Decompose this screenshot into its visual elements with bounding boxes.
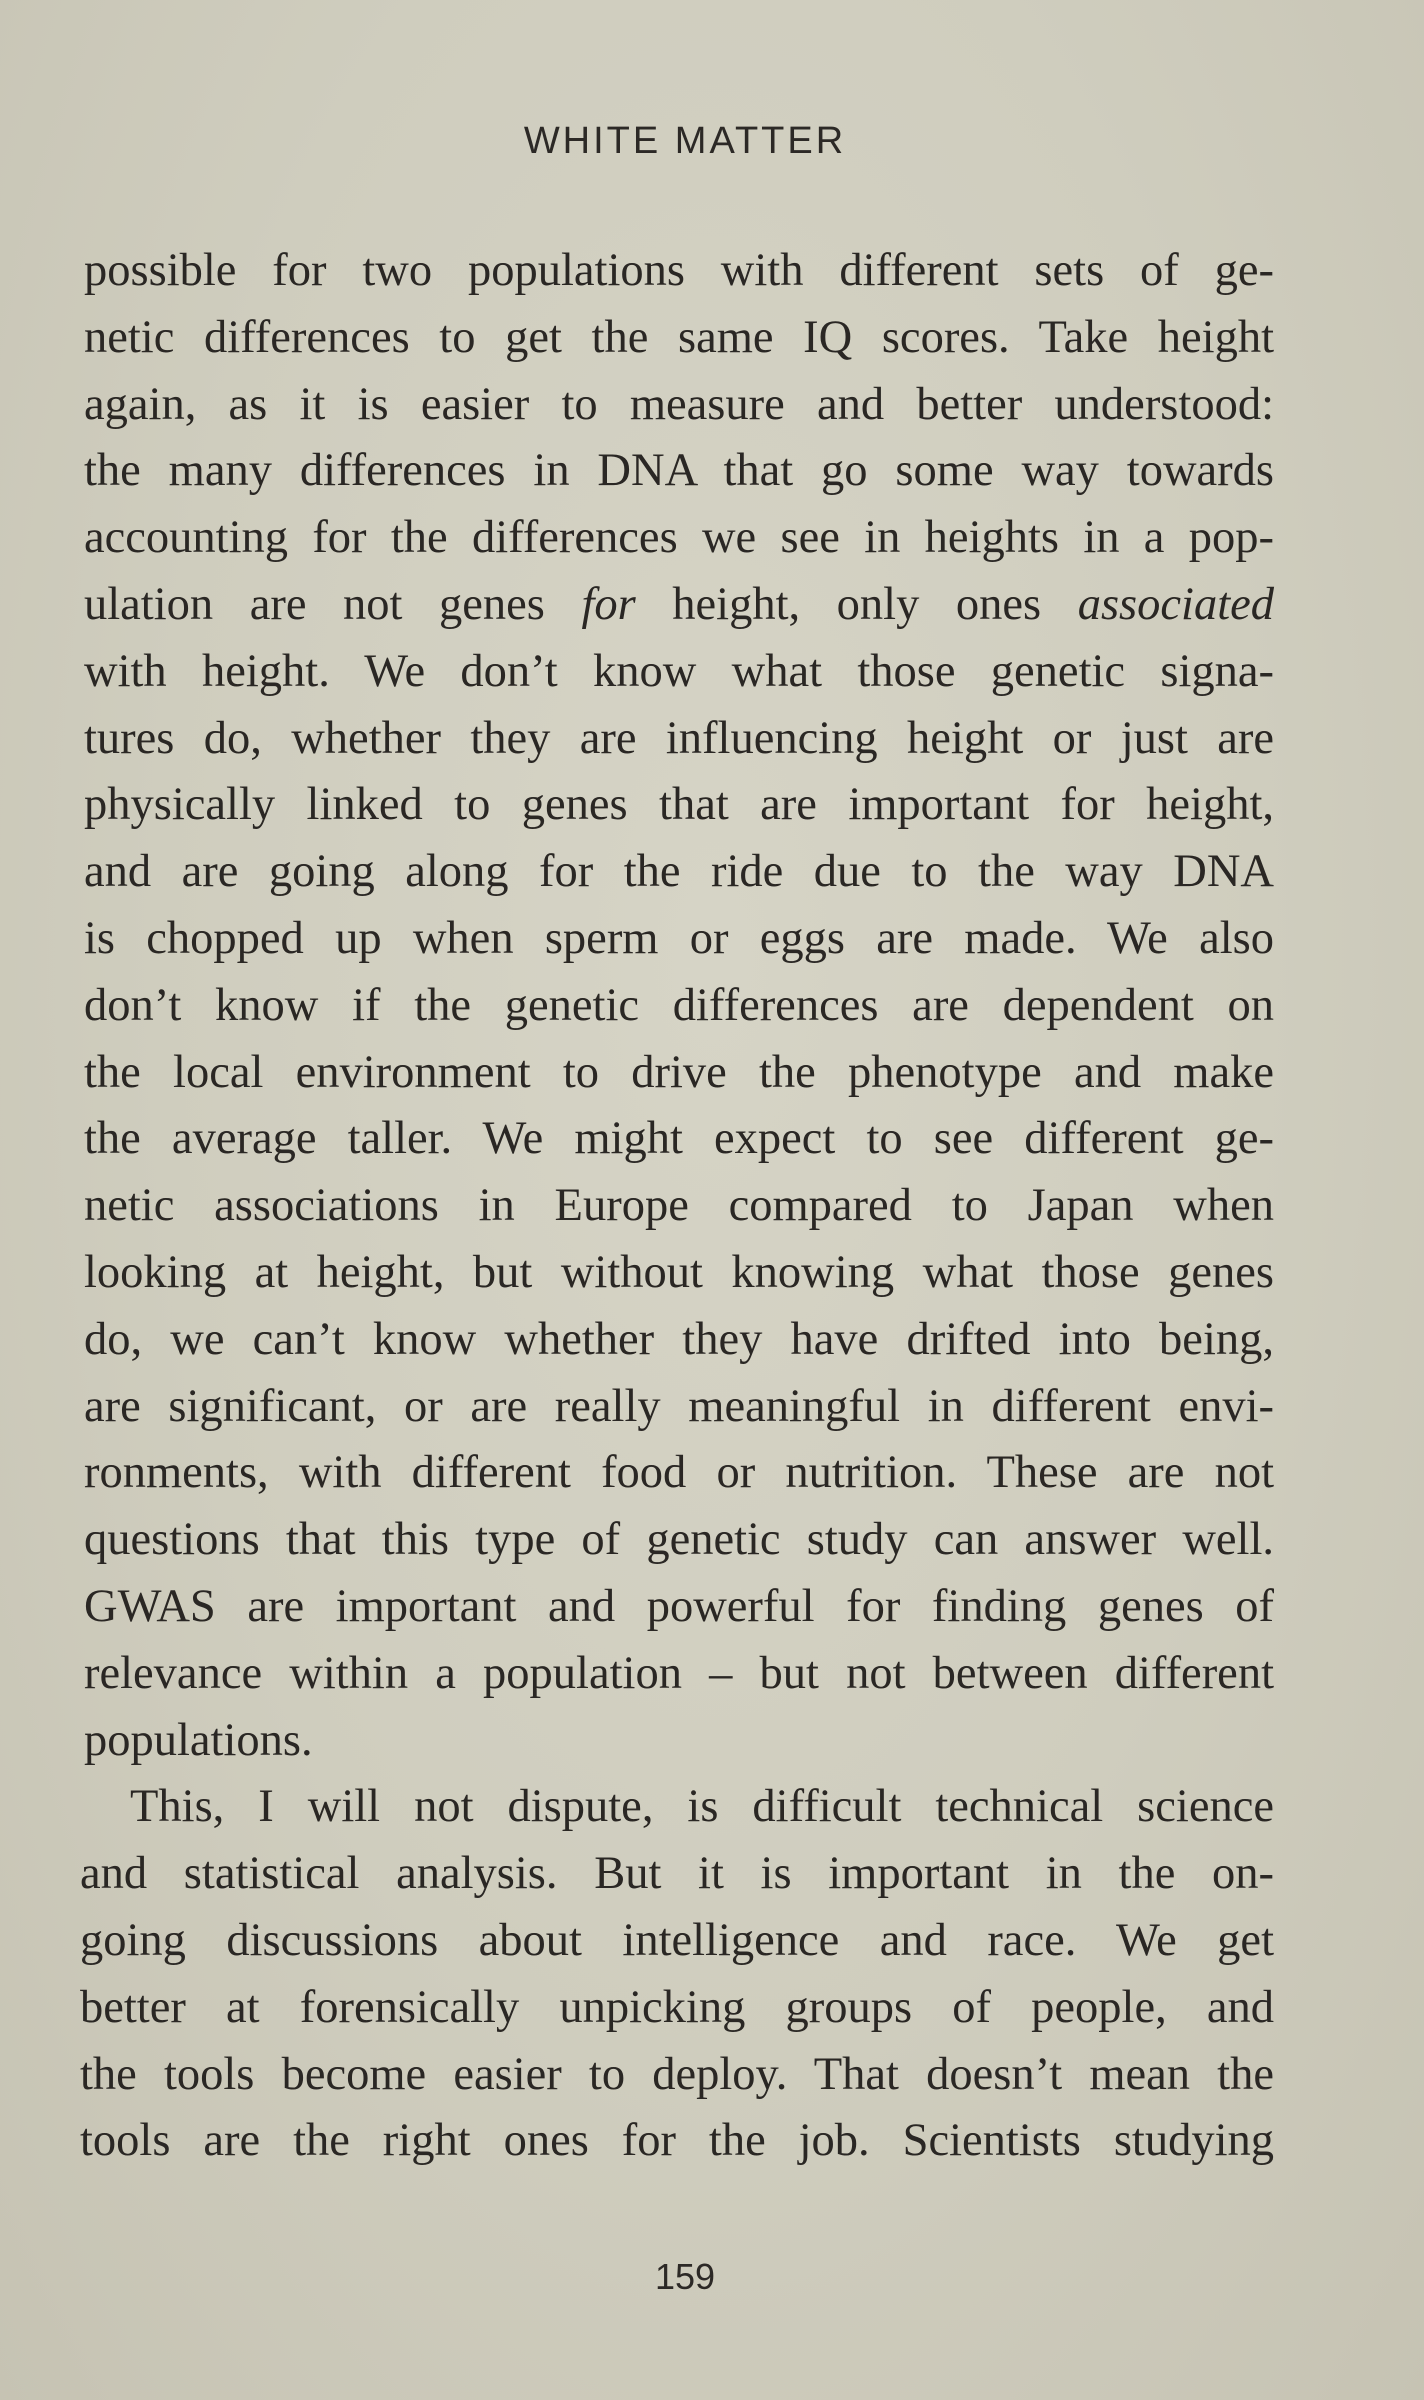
text-line: going discussions about intelligence and race. We get xyxy=(80,1914,1274,1966)
text-span: ulation are not genes xyxy=(84,578,582,630)
text-line: the many differences in DNA that go some way towards xyxy=(84,445,1274,497)
text-line: is chopped up when sperm or eggs are made. We also xyxy=(84,912,1274,964)
italic-word: for xyxy=(581,578,636,630)
text-line-with-italics xyxy=(84,572,1274,639)
text-line: the average taller. We might expect to see different ge- xyxy=(84,1113,1274,1165)
text-line: possible for two populations with different sets of ge- xyxy=(84,245,1274,296)
text-line: relevance within a population – but not between different xyxy=(84,1647,1274,1699)
text-span: height, only ones xyxy=(635,578,1078,630)
text-line: and statistical analysis. But it is important in the on- xyxy=(80,1848,1274,1900)
text-line: accounting for the differences we see in heights in a pop- xyxy=(84,512,1274,564)
text-line: questions that this type of genetic study can answer well. xyxy=(84,1514,1274,1566)
text-line: ronments, with different food or nutrition. These are not xyxy=(84,1447,1274,1499)
text-line: with height. We don’t know what those genetic signa- xyxy=(84,645,1274,697)
running-head: WHITE MATTER xyxy=(523,120,847,162)
paragraph-1 xyxy=(84,238,1274,1774)
text-line: are significant, or are really meaningful in different envi- xyxy=(84,1380,1274,1432)
text-line: better at forensically unpicking groups of people, and xyxy=(80,1981,1274,2033)
text-line: GWAS are important and powerful for finding genes of xyxy=(84,1580,1274,1632)
text-line: don’t know if the genetic differences are dependent on xyxy=(84,979,1274,1031)
text-line: the tools become easier to deploy. That doesn’t mean the xyxy=(80,2048,1274,2100)
text-line: tools are the right ones for the job. Scientists studying xyxy=(80,2115,1274,2167)
text-line: netic associations in Europe compared to Japan when xyxy=(84,1180,1274,1232)
text-line: do, we can’t know whether they have drifted into being, xyxy=(84,1313,1274,1365)
text-line: the local environment to drive the phenotype and make xyxy=(84,1046,1274,1098)
text-line: This, I will not dispute, is difficult technical science xyxy=(130,1781,1274,1833)
text-line: tures do, whether they are influencing height or just are xyxy=(84,712,1274,764)
text-line: again, as it is easier to measure and better understood: xyxy=(84,378,1274,430)
text-line: physically linked to genes that are important for height, xyxy=(84,779,1274,831)
text-line: netic differences to get the same IQ scores. Take height xyxy=(84,311,1274,363)
text-line: and are going along for the ride due to the way DNA xyxy=(84,846,1274,898)
page-number: 159 xyxy=(654,2256,716,2297)
paragraph-2 xyxy=(80,1774,1274,2175)
text-line: populations. xyxy=(84,1714,313,1766)
text-line: looking at height, but without knowing what those genes xyxy=(84,1246,1274,1298)
body-text xyxy=(80,238,1274,2175)
italic-word: associated xyxy=(1077,578,1274,630)
